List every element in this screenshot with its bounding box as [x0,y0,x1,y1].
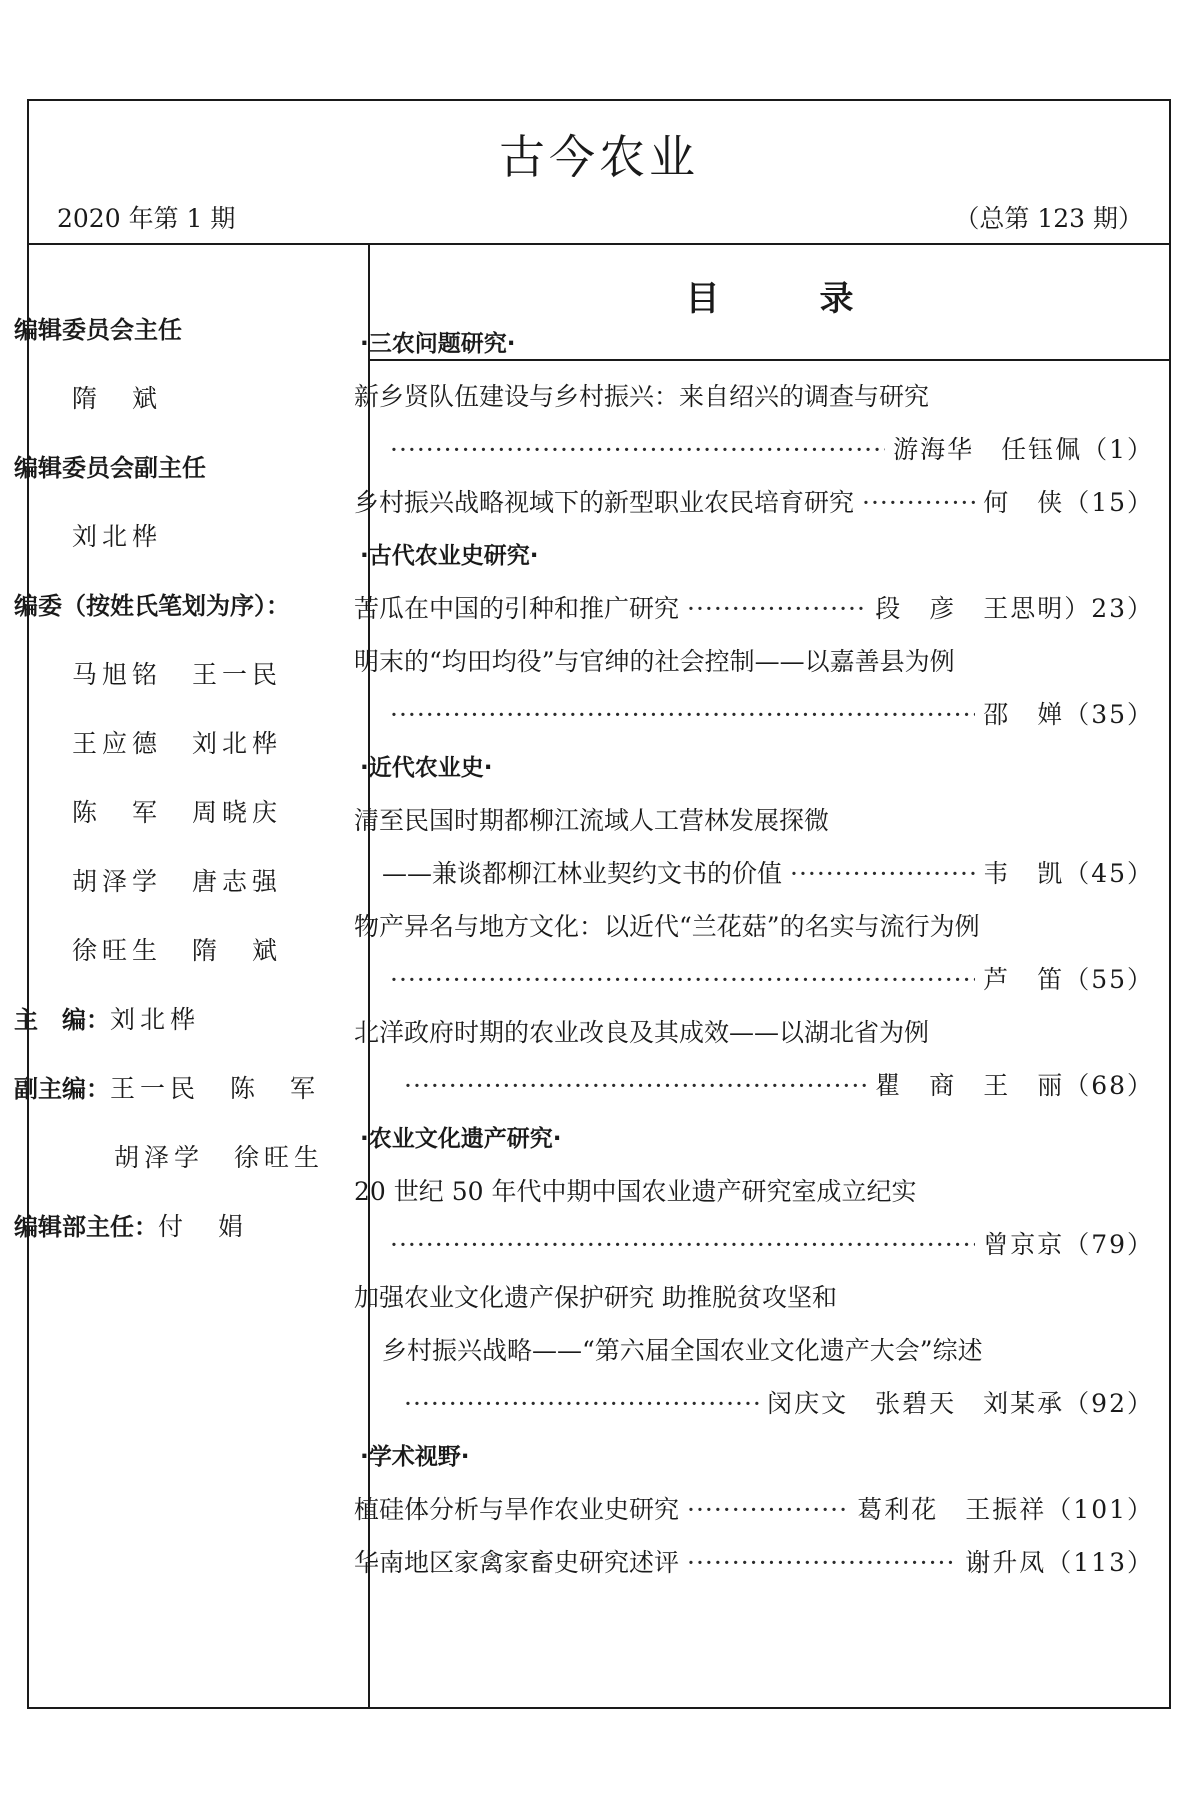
board-member-name: 唐志强 [192,867,283,896]
board-chair-row [14,379,334,448]
leader-dots [404,1064,867,1108]
leader-dots [687,587,867,631]
total-issue-number: （总第 123 期） [954,204,1143,233]
article-title[interactable]: 明末的“均田均役”与官绅的社会控制——以嘉善县为例 [354,647,955,676]
board-chair-name: 隋 斌 [72,384,163,413]
deputy-editor-row-2 [14,1138,334,1207]
article-title: 植硅体分析与旱作农业史研究 [354,1495,680,1524]
board-chair-label: 编辑委员会主任 [14,316,182,344]
board-member-name: 徐旺生 [72,936,163,965]
article-authors: 韦 凯（45） [983,859,1154,888]
header-divider [29,243,1169,245]
article-authors: 谢升凤（113） [965,1548,1154,1577]
leader-dots [790,852,975,896]
board-vice-chair-label-row [14,448,334,517]
editor-in-chief-label: 主 编： [14,1006,110,1034]
leader-dots [390,1223,975,1267]
office-director-name: 付 娟 [158,1212,249,1241]
board-member-name: 王一民 [192,660,283,689]
article-entry-line [354,693,1154,746]
article-entry-line [354,1064,1154,1117]
article-authors: 段 彦 王思明）23） [875,594,1154,623]
article-title: 华南地区家禽家畜史研究述评 [354,1548,680,1577]
leader-dots [687,1541,957,1585]
section-heading: ·学术视野· [360,1444,470,1470]
deputy-editor-names-2: 胡泽学 徐旺生 [114,1143,325,1172]
article-title[interactable]: 加强农业文化遗产保护研究 助推脱贫攻坚和 [354,1283,837,1312]
article-subtitle: ——兼谈都柳江林业契约文书的价值 [382,859,783,888]
article-authors: 游海华 任钰佩（1） [893,435,1154,464]
article-title: 苦瓜在中国的引种和推广研究 [354,594,680,623]
editorial-board [14,310,334,1276]
article-authors: 何 侠（15） [983,488,1154,517]
board-member-name: 刘北桦 [192,729,283,758]
board-vice-chair-label: 编辑委员会副主任 [14,454,206,482]
board-member-row [14,862,334,931]
article-entry-line [354,428,1154,481]
board-vice-chair-name: 刘北桦 [72,522,163,551]
toc-heading: 目录 [685,279,954,319]
board-members-label-row [14,586,334,655]
article-entry-line [354,1223,1154,1276]
deputy-editor-label: 副主编： [14,1075,110,1103]
board-member-name: 马旭铭 [72,660,163,689]
article-title[interactable]: 清至民国时期都柳江流域人工营林发展探微 [354,806,830,835]
issue-number: 2020 年第 1 期 [57,204,236,233]
board-member-name: 胡泽学 [72,867,163,896]
leader-dots [390,958,975,1002]
board-member-row [14,655,334,724]
article-title[interactable]: 物产异名与地方文化：以近代“兰花菇”的名实与流行为例 [354,912,980,941]
board-vice-chair-row [14,517,334,586]
article-title[interactable]: 北洋政府时期的农业改良及其成效——以湖北省为例 [354,1018,930,1047]
board-chair-label-row [14,310,334,379]
article-entry[interactable] [354,1541,1154,1594]
office-director-row [14,1207,334,1276]
section-heading: ·三农问题研究· [360,331,516,357]
board-member-row [14,724,334,793]
board-member-row [14,931,334,1000]
board-member-row [14,793,334,862]
article-entry-line [354,958,1154,1011]
article-title[interactable]: 新乡贤队伍建设与乡村振兴：来自绍兴的调查与研究 [354,382,930,411]
section-heading: ·古代农业史研究· [360,543,539,569]
article-entry-line [354,852,1154,905]
article-entry[interactable] [354,1488,1154,1541]
table-of-contents [354,322,1154,1594]
leader-dots [687,1488,849,1532]
editor-in-chief-name: 刘北桦 [110,1005,201,1034]
office-director-label: 编辑部主任： [14,1213,158,1241]
board-member-name: 周晓庆 [192,798,283,827]
article-authors: 闵庆文 张碧天 刘某承（92） [767,1389,1154,1418]
journal-title: 古今农业 [499,130,699,184]
board-member-name: 王应德 [72,729,163,758]
section-heading: ·农业文化遗产研究· [360,1126,562,1152]
article-subtitle: 乡村振兴战略——“第六届全国农业文化遗产大会”综述 [382,1336,983,1365]
article-title: 乡村振兴战略视域下的新型职业农民培育研究 [354,488,855,517]
article-authors: 芦 笛（55） [983,965,1154,994]
article-entry-line [354,1382,1154,1435]
article-authors: 瞿 商 王 丽（68） [875,1071,1154,1100]
article-authors: 曾京京（79） [983,1230,1154,1259]
leader-dots [404,1382,759,1426]
board-members-label: 编委（按姓氏笔划为序）： [14,592,290,620]
article-entry[interactable] [354,587,1154,640]
article-authors: 葛利花 王振祥（101） [857,1495,1154,1524]
article-entry[interactable] [354,481,1154,534]
deputy-editor-names: 王一民 陈 军 [110,1074,321,1103]
leader-dots [390,428,885,472]
leader-dots [862,481,975,525]
section-heading: ·近代农业史· [360,755,493,781]
board-member-name: 陈 军 [72,798,163,827]
deputy-editor-row [14,1069,334,1138]
board-member-name: 隋 斌 [192,936,283,965]
article-title[interactable]: 20 世纪 50 年代中期中国农业遗产研究室成立纪实 [354,1177,917,1206]
leader-dots [390,693,975,737]
article-authors: 邵 婵（35） [983,700,1154,729]
editor-in-chief-row [14,1000,334,1069]
